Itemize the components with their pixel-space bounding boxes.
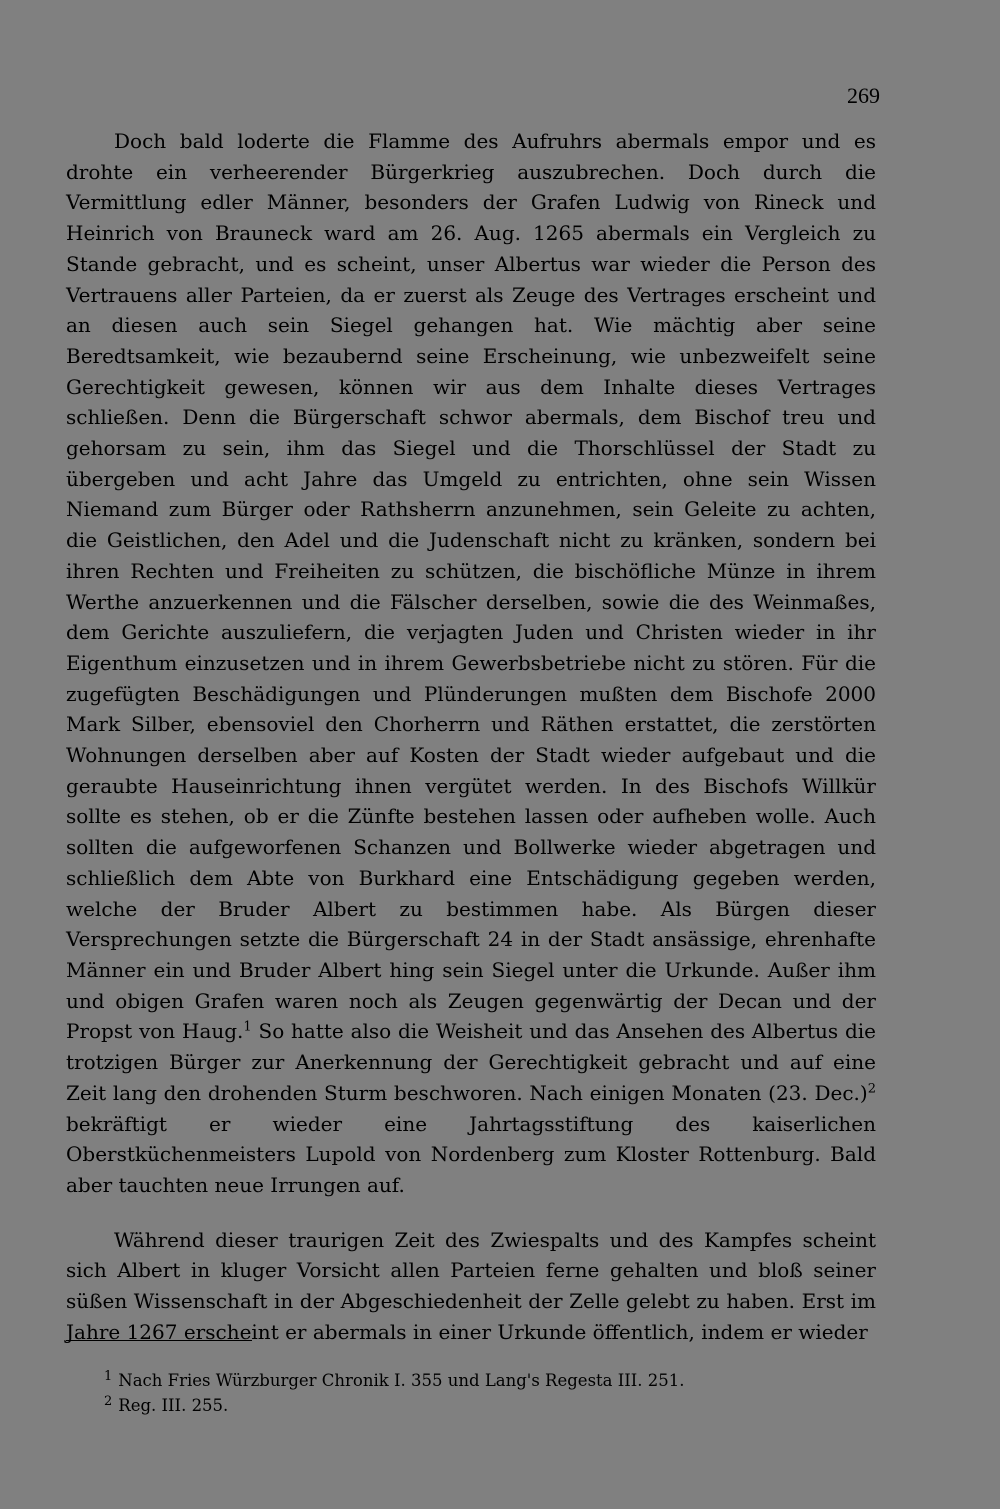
footnote-text: Reg. III. 255. — [118, 1396, 229, 1415]
footnotes — [104, 1368, 876, 1418]
paragraph-2 — [66, 1225, 876, 1348]
footnote-mark: 2 — [104, 1393, 113, 1409]
footnote-divider — [66, 1340, 252, 1341]
page-number: 269 — [847, 83, 880, 108]
paragraph-text: Während dieser traurigen Zeit des Zwiespalts und des Kampfes scheint sich Albert in kluger Vorsicht allen Parteien ferne gehalten und bloß seiner süßen Wissenschaft in der Abgeschiedenheit der Zelle gelebt zu haben. Erst im Jahre 1267 erscheint er abermals in einer Urkunde öffentlich, indem er wieder — [66, 1227, 876, 1344]
paragraph-text: bekräftigt er wieder eine Jahrtagsstiftung des kaiserlichen Oberstküchenmeisters Lupold von Nordenberg zum Kloster Rottenburg. Bald aber tauchten neue Irrungen auf. — [66, 1111, 876, 1197]
footnote-reference-2[interactable]: 2 — [867, 1081, 876, 1097]
footnote-mark: 1 — [104, 1368, 113, 1384]
footnote-text: Nach Fries Würzburger Chronik I. 355 und Lang's Regesta III. 251. — [118, 1371, 685, 1390]
paragraph-text: Doch bald loderte die Flamme des Aufruhrs abermals empor und es drohte ein verheerender Bürgerkrieg auszubrechen. Doch durch die Vermittlung edler Männer, besonders der Grafen Ludwig von Rineck und Heinrich von Brauneck ward am 26. Aug. 1265 abermals ein Vergleich zu Stande gebracht, und es scheint, unser Albertus war wieder die Person des Vertrauens aller Parteien, da er zuerst als Zeuge des Vertrages erscheint und an diesen auch sein Siegel gehangen hat. Wie mächtig aber seine Beredtsamkeit, wie bezaubernd seine Erscheinung, wie unbezweifelt seine Gerechtigkeit gewesen, können wir aus dem Inhalte dieses Vertrages schließen. Denn die Bürgerschaft schwor abermals, dem Bischof treu und gehorsam zu sein, ihm das Siegel und die Thorschlüssel der Stadt zu übergeben und acht Jahre das Umgeld zu entrichten, ohne sein Wissen Niemand zum Bürger oder Rathsherrn anzunehmen, sein Geleite zu achten, die Geistlichen, den Adel und die Judenschaft nicht zu kränken, sondern bei ihren Rechten und Freiheiten zu schützen, die bischöfliche Münze in ihrem Werthe anzuerkennen und die Fälscher derselben, sowie die des Weinmaßes, dem Gerichte auszuliefern, die verjagten Juden und Christen wieder in ihr Eigenthum einzusetzen und in ihrem Gewerbsbetriebe nicht zu stören. Für die zugefügten Beschädigungen und Plünderungen mußten dem Bischofe 2000 Mark Silber, ebensoviel den Chorherrn und Räthen erstattet, die zerstörten Wohnungen derselben aber auf Kosten der Stadt wieder aufgebaut und die geraubte Hauseinrichtung ihnen vergütet werden. In des Bischofs Willkür sollte es stehen, ob er die Zünfte bestehen lassen oder aufheben wolle. Auch sollten die aufgeworfenen Schanzen und Bollwerke wieder abgetragen und schließlich dem Abte von Burkhard eine Entschädigung gegeben werden, welche der Bruder Albert zu bestimmen habe. Als Bürgen dieser Versprechungen setzte die Bürgerschaft 24 in der Stadt ansässige, ehrenhafte Männer ein und Bruder Albert hing sein Siegel unter die Urkunde. Außer ihm und obigen Grafen waren noch als Zeugen gegenwärtig der Decan und der Propst von Haug. — [66, 129, 876, 1044]
paragraph-1 — [66, 126, 876, 1201]
footnote-2 — [104, 1393, 876, 1418]
footnote-reference-1[interactable]: 1 — [243, 1019, 252, 1035]
body-text — [66, 126, 876, 1347]
paragraph-text: So hatte also die Weisheit und das Ansehen des Albertus die trotzigen Bürger zur Anerkennung der Gerechtigkeit gebracht und auf eine Zeit lang den drohenden Sturm beschworen. Nach einigen Monaten (23. Dec.) — [66, 1019, 876, 1105]
footnote-1 — [104, 1368, 876, 1393]
